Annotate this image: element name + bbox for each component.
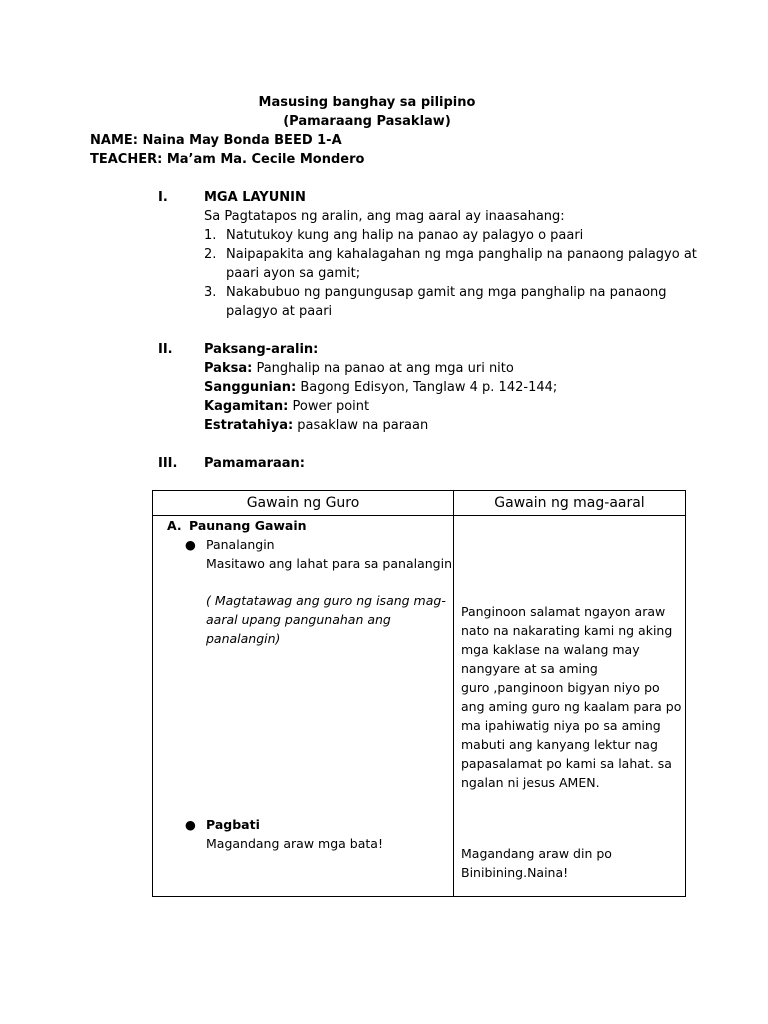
row-label: Kagamitan: — [204, 399, 289, 414]
item-title: Panalangin — [206, 537, 275, 552]
section2-heading: Paksang-aralin: — [204, 342, 319, 357]
teacher-note: ( Magtatawag ang guro ng isang mag- — [206, 593, 446, 608]
teacher-note: panalangin) — [206, 631, 281, 646]
col-header-guro: Gawain ng Guro — [153, 491, 454, 516]
document-title: Masusing banghay sa pilipino — [258, 95, 476, 110]
row-value: Power point — [288, 399, 370, 414]
row-label: Estratahiya: — [204, 418, 294, 433]
objective-text: Nakabubuo ng pangungusap gamit ang mga panghalip na panaong — [226, 285, 667, 300]
bullet-icon: ● — [185, 537, 196, 552]
table-header-row — [153, 491, 686, 516]
table-row — [153, 516, 686, 897]
student-name: NAME: Naina May Bonda BEED 1-A — [90, 133, 342, 148]
section2-roman: II. — [158, 342, 173, 357]
objective-text: Naipapakita ang kahalagahan ng mga panghalip na panaong palagyo at — [226, 247, 697, 262]
row-value: Bagong Edisyon, Tanglaw 4 p. 142-144; — [296, 380, 558, 395]
section1-intro: Sa Pagtatapos ng aralin, ang mag aaral ay inaasahang: — [204, 209, 565, 224]
response-line: guro ,panginoon bigyan niyo po — [461, 680, 660, 695]
part-title: Paunang Gawain — [189, 518, 307, 533]
row-value: Panghalip na panao at ang mga uri nito — [252, 361, 514, 376]
response-line: ngalan ni jesus AMEN. — [461, 775, 600, 790]
guro-cell — [153, 516, 454, 897]
response-line: mabuti ang kanyang lektur nag — [461, 737, 658, 752]
response-line: Binibining.Naina! — [461, 865, 569, 880]
document-subtitle: (Pamaraang Pasaklaw) — [283, 114, 451, 129]
kagamitan-row — [204, 398, 369, 416]
response-line: ang aming guro ng kaalam para po — [461, 699, 682, 714]
item-line: Magandang araw mga bata! — [206, 836, 383, 851]
row-label: Paksa: — [204, 361, 253, 376]
bullet-icon: ● — [185, 817, 196, 832]
mag-aaral-cell — [454, 516, 686, 897]
col-header-mag-aaral: Gawain ng mag-aaral — [454, 491, 686, 516]
response-line: ma ipahiwatig niya po sa aming — [461, 718, 661, 733]
section1-heading: MGA LAYUNIN — [204, 190, 306, 205]
procedure-table — [152, 490, 686, 897]
section3-roman: III. — [158, 456, 178, 471]
teacher-name: TEACHER: Ma’am Ma. Cecile Mondero — [90, 152, 365, 167]
objective-number: 3. — [204, 285, 217, 300]
paksa-row — [204, 360, 514, 378]
section3-heading: Pamamaraan: — [204, 456, 305, 471]
response-line: nangyare at sa aming — [461, 661, 598, 676]
part-letter: A. — [167, 518, 182, 533]
response-line: Magandang araw din po — [461, 846, 612, 861]
item-line: Masitawo ang lahat para sa panalangin — [206, 556, 452, 571]
objective-text: palagyo at paari — [226, 304, 333, 319]
row-label: Sanggunian: — [204, 380, 297, 395]
response-line: papasalamat po kami sa lahat. sa — [461, 756, 672, 771]
response-line: Panginoon salamat ngayon araw — [461, 604, 666, 619]
section1-roman: I. — [158, 190, 168, 205]
item-title: Pagbati — [206, 817, 260, 832]
teacher-note: aaral upang pangunahan ang — [206, 612, 391, 627]
row-value: pasaklaw na paraan — [293, 418, 429, 433]
objective-text: Natutukoy kung ang halip na panao ay palagyo o paari — [226, 228, 584, 243]
objective-text: paari ayon sa gamit; — [226, 266, 361, 281]
response-line: nato na nakarating kami ng aking — [461, 623, 673, 638]
estratahiya-row — [204, 417, 428, 435]
objective-number: 2. — [204, 247, 217, 262]
sanggunian-row — [204, 379, 557, 397]
objective-number: 1. — [204, 228, 217, 243]
response-line: mga kaklase na walang may — [461, 642, 640, 657]
